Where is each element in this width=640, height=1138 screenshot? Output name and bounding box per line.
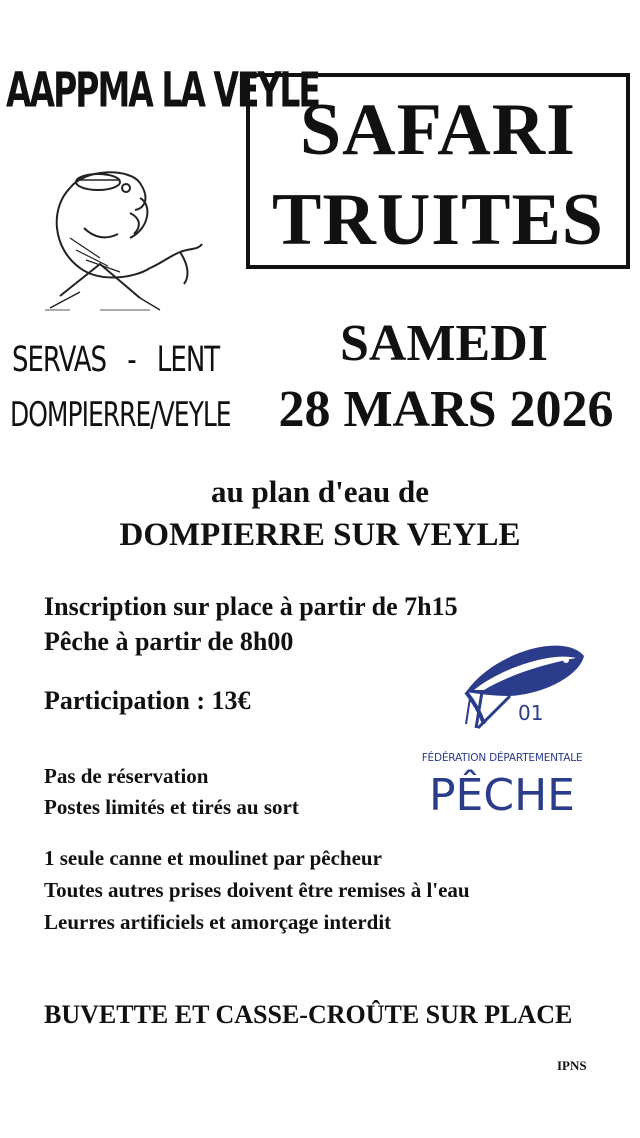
participation-text: Participation : 13€ [44, 686, 251, 715]
no-reservation-text: Pas de réservation [44, 764, 209, 788]
inscription-text: Inscription sur place à partir de 7h15 [44, 592, 458, 621]
cartoon-fish-icon [40, 168, 205, 318]
refreshments-text: BUVETTE ET CASSE-CROÛTE SUR PLACE [44, 1000, 573, 1029]
towns-line1: SERVAS - LENT [12, 340, 220, 381]
logo-federation: FÉDÉRATION DÉPARTEMENTALE [421, 752, 583, 764]
footer-mark: IPNS [557, 1058, 587, 1073]
limited-spots-text: Postes limités et tirés au sort [44, 795, 299, 819]
place-name: DOMPIERRE SUR VEYLE [119, 517, 521, 553]
event-day: SAMEDI [339, 315, 549, 372]
fishing-start-text: Pêche à partir de 8h00 [44, 627, 294, 656]
event-title-line1: SAFARI [300, 89, 576, 171]
event-date: 28 MARS 2026 [278, 381, 614, 438]
rule-rod-text: 1 seule canne et moulinet par pêcheur [44, 846, 382, 870]
event-title-box [246, 73, 630, 269]
rule-lures-text: Leurres artificiels et amorçage interdit [44, 910, 392, 934]
logo-brand: PÊCHE [429, 770, 575, 821]
logo-department-code: 01 [518, 701, 544, 725]
rule-release-text: Toutes autres prises doivent être remises à l'eau [44, 878, 470, 902]
event-title-line2: TRUITES [272, 179, 604, 261]
place-intro: au plan d'eau de [211, 474, 429, 509]
towns-line2: DOMPIERRE/VEYLE [10, 395, 231, 435]
organization-name: AAPPMA LA VEYLE [6, 61, 319, 119]
